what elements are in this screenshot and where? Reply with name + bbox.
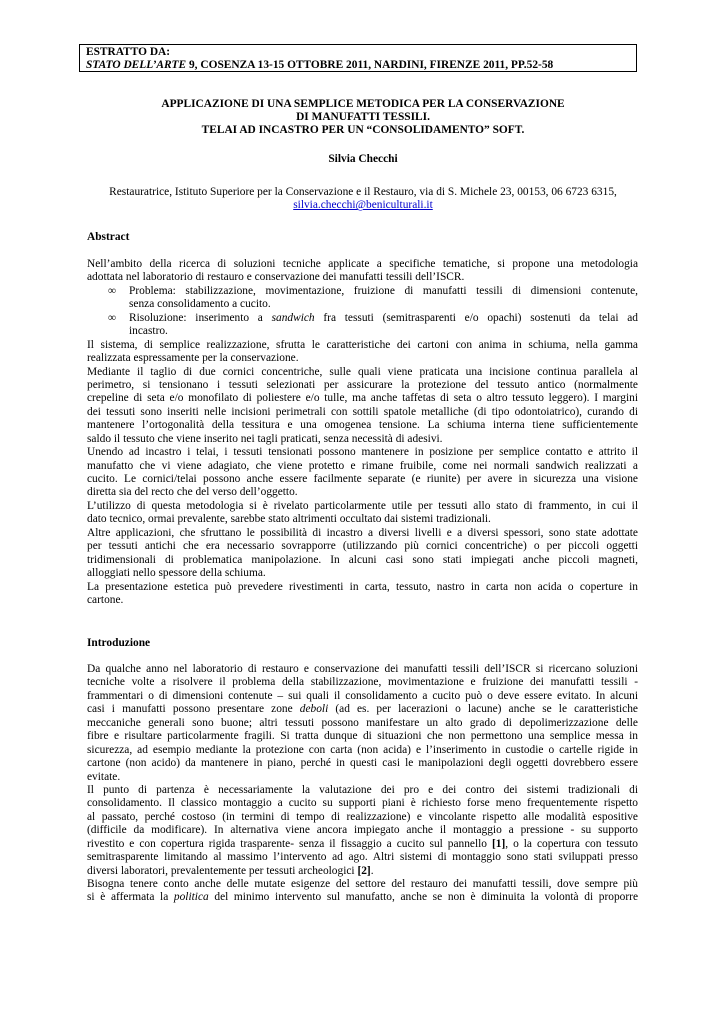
abstract-body-line: La presentazione estetica può prevedere rivestimenti in carta, tessuto, nastro in carta non acida o coperture in <box>87 580 638 593</box>
abstract-body-line: per tessuti antichi che era necessario sovrapporre (utilizzando più cornici concentriche) o per piccoli oggetti <box>87 540 638 553</box>
abstract-body-line: perimetro, si tensionano i tessuti selezionati per assicurare la protezione del tessuto antico (normalmente <box>87 378 638 391</box>
intro-line: semitrasparente limitando al massimo l’intervento ad ago. Altri sistemi di montaggio sono stati sviluppati presso <box>87 851 638 864</box>
intro-line: Il punto di partenza è necessariamente la valutazione dei pro e dei contro dei sistemi tradizionali di <box>87 783 638 796</box>
affiliation-line: Restauratrice, Istituto Superiore per la Conservazione e il Restauro, via di S. Michele 23, 00153, 06 6723 6315, <box>109 186 617 198</box>
abstract-body-line: manufatto che vi viene adagiato, che viene protetto e rimane fruibile, come nei normali sandwich realizzati a <box>87 459 638 472</box>
intro-line: (difficile da modificare). In alternativa viene ancora impiegato anche il montaggio a pressione - su supporto <box>87 824 638 837</box>
intro-line: cartone (non acido) da mantenere in piano, perché in questi casi le manipolazioni degli oggetti dovrebbero essere <box>87 757 638 770</box>
intro-line: consolidamento. Il classico montaggio a cucito su supporti piani è richiesto forse meno frequentemente rispetto <box>87 797 638 810</box>
abstract-heading: Abstract <box>87 231 130 243</box>
citation-ref-2[interactable]: [2] <box>357 864 371 877</box>
abstract-body-line: crepeline di seta e/o monofilato di poliestere e/o tulle, ma anche taffetas di seta o altro tessuto leggero). I margini <box>87 392 638 405</box>
intro-line: si è affermata la politica del minimo intervento sul manufatto, anche se non è diminuita la volontà di proporre <box>87 891 638 904</box>
abstract-body-line: Unendo ad incastro i telai, i tessuti tensionati possono mantenere in posizione per semplice contatto e attrito il <box>87 446 638 459</box>
title-line-1: APPLICAZIONE DI UNA SEMPLICE METODICA PER LA CONSERVAZIONE <box>161 98 565 110</box>
abstract-body-line: mantenere l’ortogonalità della tessitura e una omogenea tensione. La schiuma interna tiene sufficientemente <box>87 419 638 432</box>
abstract-body-line: realizzata espressamente per la conservazione. <box>87 352 299 365</box>
abstract-body-line: tridimensionali di problematica manipolazione. In alcuni casi sono stati impiegati anche piccoli magneti, <box>87 553 638 566</box>
abstract-body-line: Mediante il taglio di due cornici concentriche, sulle quali viene praticata una incisione continua parallela al <box>87 365 638 378</box>
abstract-body-line: dato tecnico, ormai prevalente, sarebbe stato altrimenti occultato dai sistemi tradizionali. <box>87 513 491 526</box>
abstract-body-line: Il sistema, di semplice realizzazione, sfrutta le caratteristiche dei cartoni con anima in schiuma, nella gamma <box>87 338 638 351</box>
abstract-body-line: dei tessuti sono inseriti nelle incisioni perimetrali con sottili spatole metalliche (di tipo odontoiatrico), curando di <box>87 405 638 418</box>
citation-journal: STATO DELL’ARTE <box>86 59 187 71</box>
bullet-line: incastro. <box>129 325 168 338</box>
citation-line-1: ESTRATTO DA: <box>86 46 171 58</box>
bullet-solution <box>87 312 638 339</box>
author-name: Silvia Checchi <box>328 153 398 165</box>
citation-details: 9, COSENZA 13-15 OTTOBRE 2011, NARDINI, FIRENZE 2011, PP.52-58 <box>186 59 554 71</box>
intro-line: tecniche volte a risolvere il problema della stabilizzazione, movimentazione e fruizione dei manufatti tessili - <box>87 676 638 689</box>
infinity-bullet-icon: ∞ <box>108 284 117 297</box>
abstract-body-line: alloggiati nello spessore della schiuma. <box>87 567 266 580</box>
intro-line: sicurezza, ad esempio mediante la protezione con carta (non acida) e l’inserimento in custodie o cartelle rigide in <box>87 743 638 756</box>
bullet-line: senza consolidamento a cucito. <box>129 298 271 311</box>
bullet-line: Problema: stabilizzazione, movimentazione, fruizione di manufatti tessili di dimensioni contenute, <box>129 284 638 297</box>
abstract-body-line: cucito. Le cornici/telai possono anche essere facilmente separate (e riunite) per avere in sicurezza una visione <box>87 473 638 485</box>
abstract-section <box>87 258 638 607</box>
intro-line: rivestito e con copertura rigida trasparente- senza il fissaggio a cucito sul pannello [1], o la copertura con tessuto <box>87 837 639 850</box>
abstract-body-line: Altre applicazioni, che sfruttano le possibilità di incastro a diversi livelli e a diversi spessori, sono state adottate <box>87 526 638 539</box>
abstract-intro-line: Nell’ambito della ricerca di soluzioni tecniche applicate a specifiche tematiche, si propone una metodologia <box>87 258 638 270</box>
abstract-intro-line: adottata nel laboratorio di restauro e conservazione dei manufatti tessili dell’ISCR. <box>87 271 465 284</box>
intro-line: frammentari o di dimensioni contenute – sui quali il consolidamento a cucito può o deve essere evitato. In alcuni <box>87 689 638 702</box>
bullet-line: Risoluzione: inserimento a sandwich fra tessuti (semitrasparenti e/o opachi) sostenuti da telai ad <box>129 311 638 324</box>
intro-line: al passato, perché costoso (in termini di tempo di realizzazione) e vincolante rispetto alle modalità espositive <box>87 810 638 823</box>
introduzione-section <box>87 663 638 905</box>
paper-title <box>87 98 639 138</box>
title-line-3: TELAI AD INCASTRO PER UN “CONSOLIDAMENTO” SOFT. <box>201 124 525 137</box>
abstract-body <box>87 339 638 608</box>
intro-line: diversi laboratori, prevalentemente per tessuti archeologici [2]. <box>87 864 374 877</box>
abstract-body-line: diretta sia del recto che del verso dell’oggetto. <box>87 486 298 499</box>
intro-line: meccaniche generali sono buone; altri tessuti possono manifestare un alto grado di depolimerizzazione delle <box>87 716 638 729</box>
title-line-2: DI MANUFATTI TESSILI. <box>296 111 430 124</box>
abstract-body-line: cartone. <box>87 593 124 606</box>
abstract-body-line: saldo il tessuto che viene inserito nei tagli praticati, senza necessità di adesivi. <box>87 432 443 445</box>
source-citation-box <box>79 44 637 72</box>
intro-line: Bisogna tenere conto anche delle mutate esigenze del settore del restauro dei manufatti tessili, dove sempre più <box>87 878 638 890</box>
intro-line: Da qualche anno nel laboratorio di restauro e conservazione dei manufatti tessili dell’ISCR si ricercano soluzioni <box>87 663 638 675</box>
author-email-link[interactable]: silvia.checchi@beniculturali.it <box>293 199 433 212</box>
author-affiliation <box>87 186 639 213</box>
intro-line: evitate. <box>87 770 121 783</box>
citation-ref-1[interactable]: [1] <box>491 837 506 850</box>
infinity-bullet-icon: ∞ <box>108 311 117 324</box>
introduzione-heading: Introduzione <box>87 637 151 649</box>
abstract-body-line: L’utilizzo di questa metodologia si è rivelato particolarmente utile per tessuti allo stato di frammento, in cui il <box>87 499 638 512</box>
intro-line: fibre e risultare particolarmente fragili. Si tratta dunque di situazioni che non permettono una semplice messa in <box>87 730 638 743</box>
citation-line-2 <box>86 59 630 72</box>
bullet-problem <box>87 285 638 312</box>
intro-line: casi i manufatti possono presentare zone deboli (ad es. per lacerazioni o lacune) anche se le caratteristiche <box>87 703 638 716</box>
